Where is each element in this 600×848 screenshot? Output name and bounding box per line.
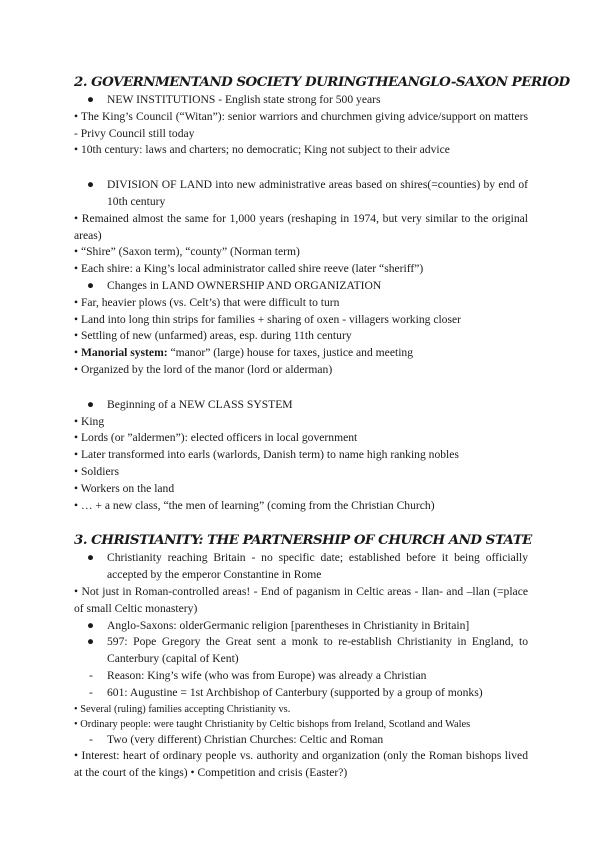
text-line: • Interest: heart of ordinary people vs. authority and organization (only the Roman bishops lived at the court of the kings) • Competition and crisis (Easter?): [74, 749, 528, 780]
text-line: • Not just in Roman-controlled areas! - End of paganism in Celtic areas - llan- and –llan (=place of small Celtic monastery): [74, 584, 528, 615]
small-text-line: • Several (ruling) families accepting Christianity vs.: [74, 703, 291, 715]
bullet-new-institutions: ● NEW INSTITUTIONS - English state strong for 500 years: [74, 92, 528, 109]
spacer: [74, 514, 528, 530]
text-line: • Soldiers: [74, 464, 119, 478]
text-line: • Organized by the lord of the manor (lord or alderman): [74, 362, 333, 376]
text-line: • Later transformed into earls (warlords, Danish term) to name high ranking nobles: [74, 448, 459, 462]
text-line: • The King’s Council (“Witan”): senior warriors and churchmen giving advice/support on matters - Privy Council still today: [74, 109, 528, 140]
text-line: • Workers on the land: [74, 481, 175, 495]
bullet-marker: ●: [87, 93, 95, 106]
bullet-christianity-reaching-britain: ● Christianity reaching Britain - no specific date; established before it being officially accepted by the emperor Constantine in Rome: [87, 551, 528, 582]
bullet-marker: ●: [87, 397, 95, 411]
bullet-division-of-land: ● DIVISION OF LAND into new administrative areas based on shires(=counties) by end of 10th century: [87, 178, 528, 208]
spacer: [74, 159, 528, 177]
bullet-marker: ●: [87, 551, 95, 565]
text-line: • Settling of new (unfarmed) areas, esp. during 11th century: [74, 329, 352, 343]
bullet-pope-gregory: ● 597: Pope Gregory the Great sent a monk to re-establish Christianity in England, to Canterbury (capital of Kent): [87, 635, 528, 666]
manorial-system-line: • Manorial system: “manor” (large) house for taxes, justice and meeting: [74, 346, 414, 360]
text-line: • King: [74, 414, 105, 428]
dash-marker: -: [89, 732, 93, 746]
text-line: • 10th century: laws and charters; no democratic; King not subject to their advice: [74, 143, 450, 157]
small-text-line: • Ordinary people: were taught Christianity by Celtic bishops from Ireland, Scotland and Wales: [74, 718, 471, 730]
section-2-heading: 2. GOVERNMENTAND SOCIETY DURINGTHEANGLO-SAXON PERIOD: [74, 74, 570, 90]
spacer: [74, 379, 528, 397]
dash-marker: -: [89, 668, 93, 682]
dash-marker: -: [89, 685, 93, 699]
dash-item-reason: - Reason: King’s wife (who was from Europe) was already a Christian: [74, 668, 528, 685]
text-line: • Lords (or ”aldermen”): elected officers in local government: [74, 431, 358, 445]
text-line: • “Shire” (Saxon term), “county” (Norman term): [74, 245, 300, 259]
text-line: • Far, heavier plows (vs. Celt’s) that were difficult to turn: [74, 295, 340, 309]
text-line: • Each shire: a King’s local administrator called shire reeve (later “sheriff”): [74, 262, 424, 276]
bullet-new-class-system: ● Beginning of a NEW CLASS SYSTEM: [74, 397, 528, 414]
dash-item-two-churches: - Two (very different) Christian Churches: Celtic and Roman: [74, 732, 528, 749]
bullet-land-ownership: ● Changes in LAND OWNERSHIP AND ORGANIZATION: [74, 278, 528, 295]
text-line: • … + a new class, “the men of learning” (coming from the Christian Church): [74, 498, 435, 512]
dash-item-augustine: - 601: Augustine = 1st Archbishop of Canterbury (supported by a group of monks): [74, 685, 528, 702]
bullet-anglo-saxons: ● Anglo-Saxons: olderGermanic religion [parentheses in Christianity in Britain]: [74, 618, 528, 635]
bullet-marker: ●: [87, 178, 95, 192]
bullet-marker: ●: [87, 635, 95, 649]
text-line: • Land into long thin strips for families + sharing of oxen - villagers working closer: [74, 312, 461, 326]
manorial-system-label: Manorial system:: [80, 346, 168, 360]
bullet-marker: ●: [87, 618, 95, 632]
section-3-heading: 3. CHRISTIANITY: THE PARTNERSHIP OF CHURCH AND STATE: [74, 532, 532, 549]
text-line: • Remained almost the same for 1,000 years (reshaping in 1974, but very similar to the original areas): [74, 211, 528, 242]
bullet-marker: ●: [87, 278, 95, 292]
